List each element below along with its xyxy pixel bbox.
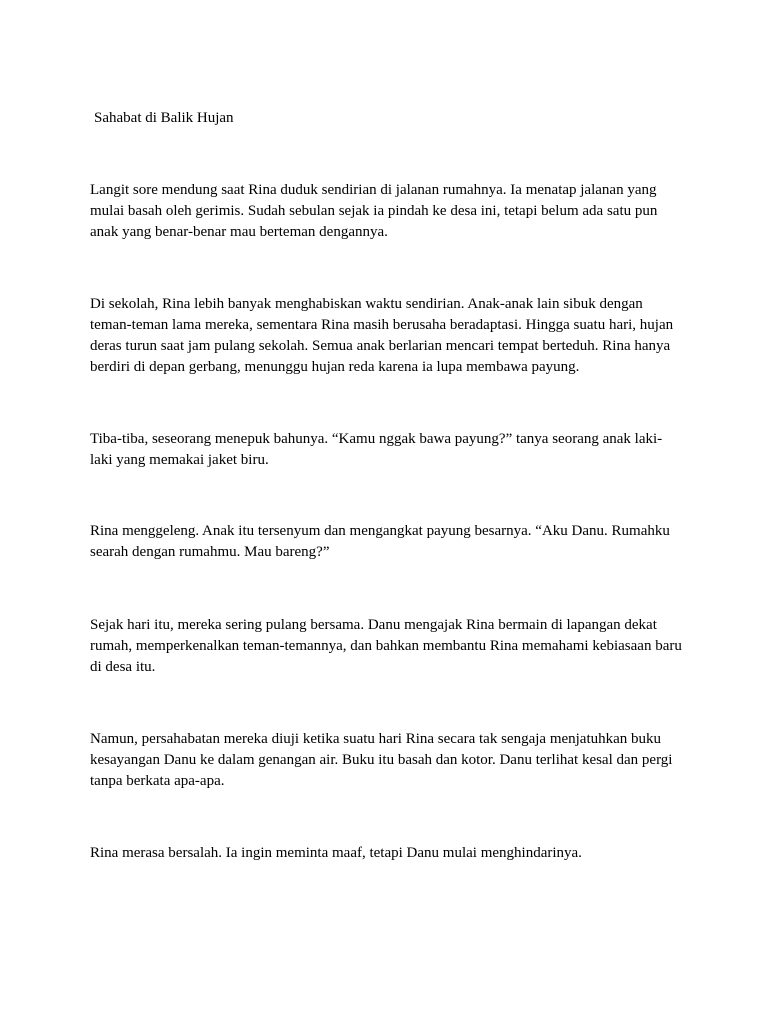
document-title: Sahabat di Balik Hujan <box>94 110 234 126</box>
paragraph-2: Di sekolah, Rina lebih banyak menghabiskan waktu sendirian. Anak-anak lain sibuk dengan teman-teman lama mereka, sementara Rina masih berusaha beradaptasi. Hingga suatu hari, hujan deras turun saat jam pulang sekolah. Semua anak berlarian mencari tempat berteduh. Rina hanya berdiri di depan gerbang, menunggu hujan reda karena ia lupa membawa payung. <box>90 296 674 375</box>
paragraph-7: Rina merasa bersalah. Ia ingin meminta maaf, tetapi Danu mulai menghindarinya. <box>90 845 582 861</box>
paragraph-6: Namun, persahabatan mereka diuji ketika suatu hari Rina secara tak sengaja menjatuhkan buku kesayangan Danu ke dalam genangan air. Buku itu basah dan kotor. Danu terlihat kesal dan pergi tanpa berkata apa-apa. <box>90 731 673 789</box>
paragraph-4: Rina menggeleng. Anak itu tersenyum dan mengangkat payung besarnya. “Aku Danu. Rumahku searah dengan rumahmu. Mau bareng?” <box>90 523 670 560</box>
paragraph-3: Tiba-tiba, seseorang menepuk bahunya. “Kamu nggak bawa payung?” tanya seorang anak laki-laki yang memakai jaket biru. <box>90 431 663 468</box>
paragraph-1: Langit sore mendung saat Rina duduk sendirian di jalanan rumahnya. Ia menatap jalanan yang mulai basah oleh gerimis. Sudah sebulan sejak ia pindah ke desa ini, tetapi belum ada satu pun anak yang benar-benar mau berteman dengannya. <box>90 182 658 240</box>
paragraph-5: Sejak hari itu, mereka sering pulang bersama. Danu mengajak Rina bermain di lapangan dekat rumah, memperkenalkan teman-temannya, dan bahkan membantu Rina memahami kebiasaan baru di desa itu. <box>90 617 682 675</box>
